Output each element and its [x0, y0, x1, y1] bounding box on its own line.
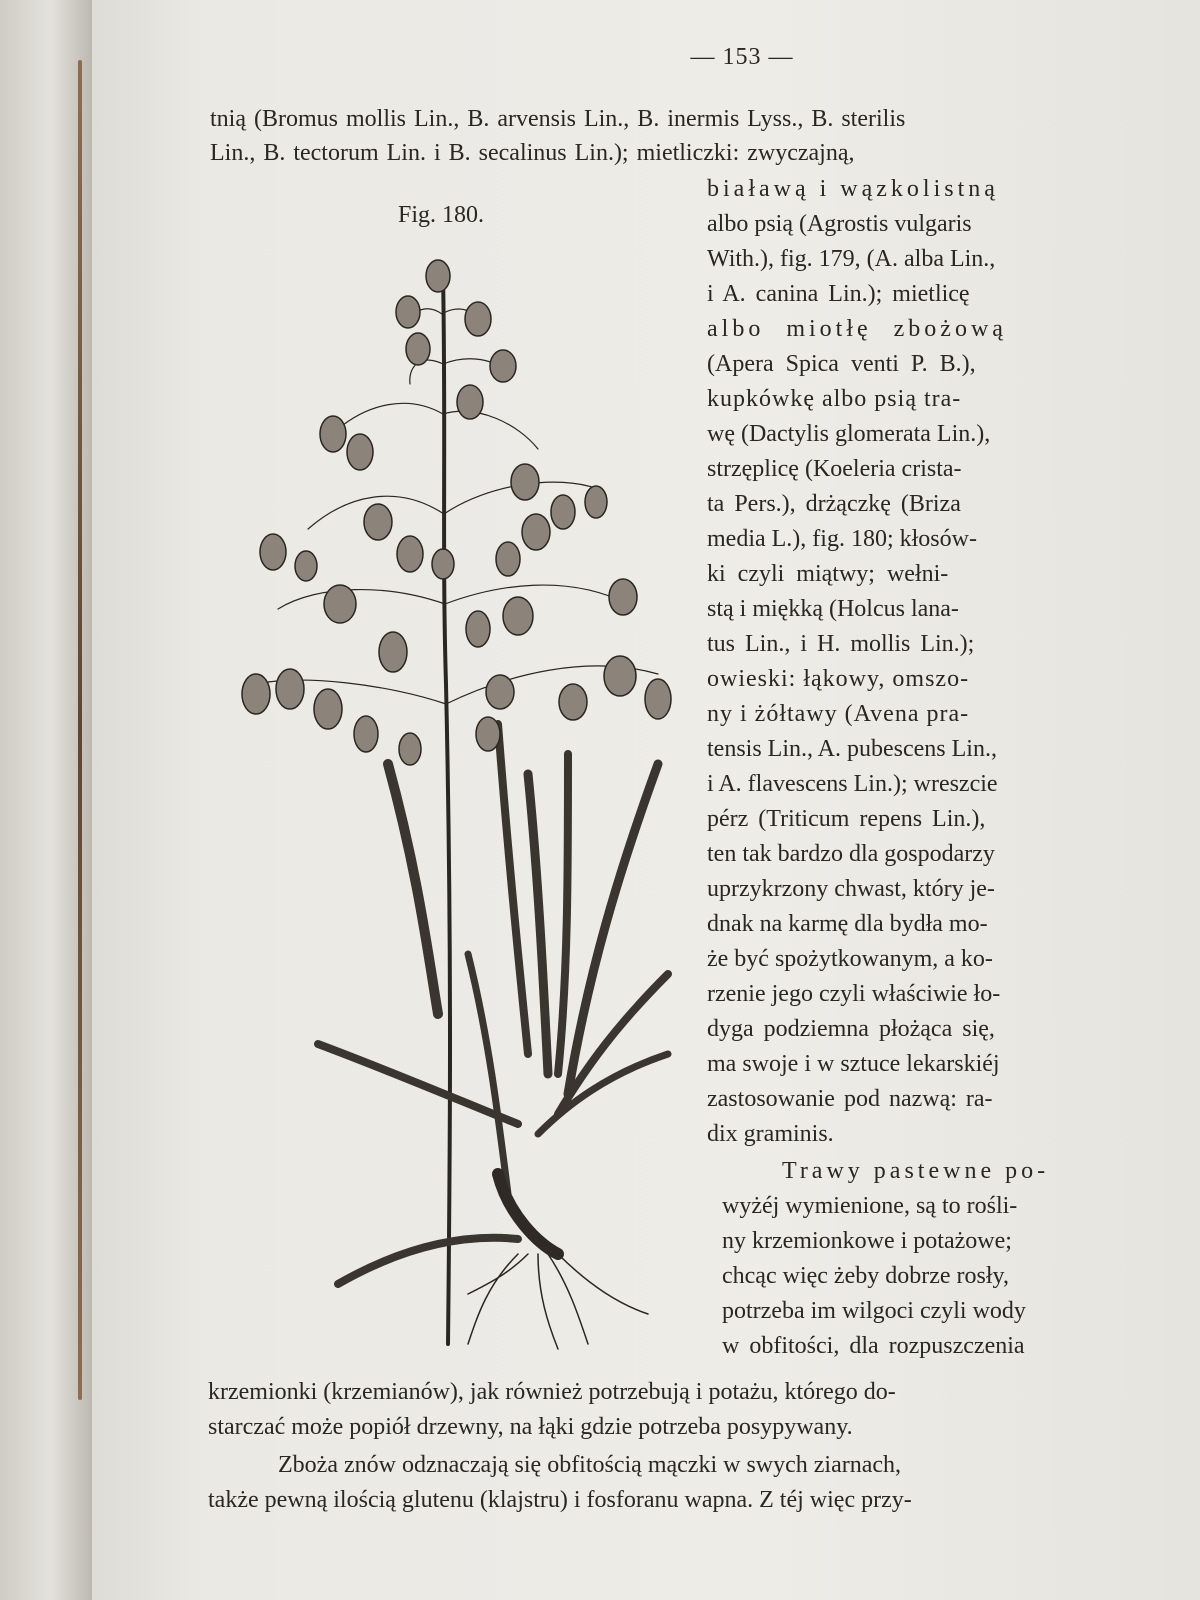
text-line: strzęplicę (Koeleria crista- [707, 456, 962, 482]
text-line: i A. canina Lin.); mietlicę [707, 281, 970, 307]
text-line: albo miotłę zbożową [707, 316, 1007, 342]
figure-illustration [238, 254, 698, 1374]
text-line: ta Pers.), drżączkę (Briza [707, 491, 961, 517]
text-line: rzenie jego czyli właściwie ło- [707, 981, 1001, 1007]
text-line: stą i miękką (Holcus lana- [707, 596, 959, 622]
text-line: potrzeba im wilgoci czyli wody [722, 1298, 1026, 1324]
text-line: pérz (Triticum repens Lin.), [707, 806, 986, 832]
figure-caption: Fig. 180. [398, 202, 485, 228]
text-line: że być spożytkowanym, a ko- [707, 946, 993, 972]
text-line: uprzykrzony chwast, który je- [707, 876, 995, 902]
text-line: Zboża znów odznaczają się obfitością mączki w swych ziarnach, [278, 1452, 902, 1478]
text-line: chcąc więc żeby dobrze rosły, [722, 1263, 1009, 1289]
text-line: dnak na karmę dla bydła mo- [707, 911, 988, 937]
text-line: tnią (Bromus mollis Lin., B. arvensis Lin., B. inermis Lyss., B. sterilis [210, 106, 906, 132]
text-line: Lin., B. tectorum Lin. i B. secalinus Lin.); mietliczki: zwyczajną, [210, 140, 855, 166]
text-line: ten tak bardzo dla gospodarzy [707, 841, 995, 867]
text-line: także pewną ilością glutenu (klajstru) i fosforanu wapna. Z téj więc przy- [208, 1487, 912, 1513]
text-line: dyga podziemna płożąca się, [707, 1016, 995, 1042]
text-line: wę (Dactylis glomerata Lin.), [707, 421, 991, 447]
text-line: starczać może popiół drzewny, na łąki gdzie potrzeba posypywany. [208, 1414, 853, 1440]
text-line: tensis Lin., A. pubescens Lin., [707, 736, 997, 762]
page-number: — 153 — [690, 44, 794, 70]
text-line: w obfitości, dla rozpuszczenia [722, 1333, 1025, 1359]
text-line: zastosowanie pod nazwą: ra- [707, 1086, 993, 1112]
text-line: media L.), fig. 180; kłosów- [707, 526, 977, 552]
text-line: owieski: łąkowy, omszo- [707, 666, 970, 692]
text-line: With.), fig. 179, (A. alba Lin., [707, 246, 996, 272]
text-line: ny i żółtawy (Avena pra- [707, 701, 970, 727]
text-line: dix graminis. [707, 1121, 834, 1147]
text-line: Trawy pastewne po- [782, 1158, 1050, 1184]
binding-gutter [78, 60, 82, 1400]
text-line: ma swoje i w sztuce lekarskiéj [707, 1051, 1000, 1077]
text-line: i A. flavescens Lin.); wreszcie [707, 771, 998, 797]
text-line: ny krzemionkowe i potażowe; [722, 1228, 1012, 1254]
text-line: kupkówkę albo psią tra- [707, 386, 962, 412]
text-line: albo psią (Agrostis vulgaris [707, 211, 972, 237]
text-line: krzemionki (krzemianów), jak również potrzebują i potażu, którego do- [208, 1379, 896, 1405]
text-line: tus Lin., i H. mollis Lin.); [707, 631, 975, 657]
text-line: białawą i wązkolistną [707, 176, 999, 202]
text-line: wyżéj wymienione, są to rośli- [722, 1193, 1018, 1219]
text-line: ki czyli miątwy; wełni- [707, 561, 949, 587]
text-line: (Apera Spica venti P. B.), [707, 351, 976, 377]
grass-illustration-icon [238, 254, 698, 1374]
